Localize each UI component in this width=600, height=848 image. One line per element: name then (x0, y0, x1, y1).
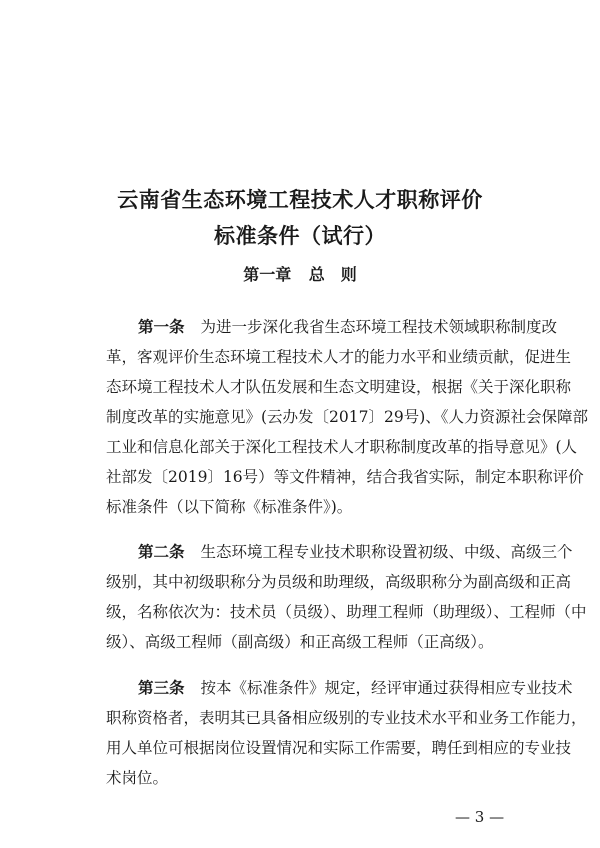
line-text: 社部发〔2019〕16号）等文件精神，结合我省实际，制定本职称评价 (106, 468, 584, 486)
text-line (106, 627, 510, 657)
chapter-number: 第一章 (243, 265, 292, 284)
text-line (106, 537, 573, 567)
line-text: 级，名称依次为：技术员（员级）、助理工程师（助理级）、工程师（中 (106, 603, 587, 621)
text-line (106, 703, 587, 733)
text-line (106, 402, 589, 432)
article-label: 第三条 (138, 679, 185, 697)
document-title-line-1: 云南省生态环境工程技术人才职称评价 (117, 187, 483, 212)
text-line (106, 372, 572, 402)
text-line (106, 312, 558, 342)
article-label: 第一条 (138, 318, 185, 336)
line-text: 革，客观评价生态环境工程技术人才的能力水平和业绩贡献，促进生 (106, 348, 572, 366)
text-line (106, 567, 572, 597)
chapter-heading (0, 262, 600, 285)
line-text: 级别，其中初级职称分为员级和助理级，高级职称分为副高级和正高 (106, 573, 572, 591)
article-label: 第二条 (138, 543, 185, 561)
line-text: 按本《标准条件》规定，经评审通过获得相应专业技术 (200, 679, 573, 697)
line-text: 标准条件（以下简称《标准条件》)。 (106, 498, 353, 516)
line-text: 术岗位。 (106, 769, 169, 787)
article-paragraph (106, 673, 587, 793)
page-number: — 3 — (455, 808, 505, 826)
text-line (106, 733, 572, 763)
line-text: 级）、高级工程师（副高级）和正高级工程师（正高级）。 (106, 633, 494, 651)
line-text: 制度改革的实施意见》(云办发〔2017〕29号)、《人力资源社会保障部 (106, 408, 589, 426)
text-line (106, 462, 584, 492)
text-line (106, 432, 578, 462)
text-line (106, 673, 573, 703)
text-line (106, 492, 510, 522)
document-title-line-2: 标准条件（试行） (214, 223, 386, 248)
line-text: 为进一步深化我省生态环境工程技术领域职称制度改 (200, 318, 558, 336)
line-text: 生态环境工程专业技术职称设置初级、中级、高级三个 (200, 543, 573, 561)
line-text: 职称资格者，表明其已具备相应级别的专业技术水平和业务工作能力， (106, 709, 587, 727)
line-text: 用人单位可根据岗位设置情况和实际工作需要，聘任到相应的专业技 (106, 739, 572, 757)
text-line (106, 597, 587, 627)
article-paragraph (106, 537, 587, 657)
text-line (106, 342, 572, 372)
text-line (106, 763, 510, 793)
line-text: 工业和信息化部关于深化工程技术人才职称制度改革的指导意见》(人 (106, 438, 578, 456)
line-text: 态环境工程技术人才队伍发展和生态文明建设，根据《关于深化职称 (106, 378, 572, 396)
article-paragraph (106, 312, 589, 522)
chapter-name: 总 则 (308, 265, 357, 284)
